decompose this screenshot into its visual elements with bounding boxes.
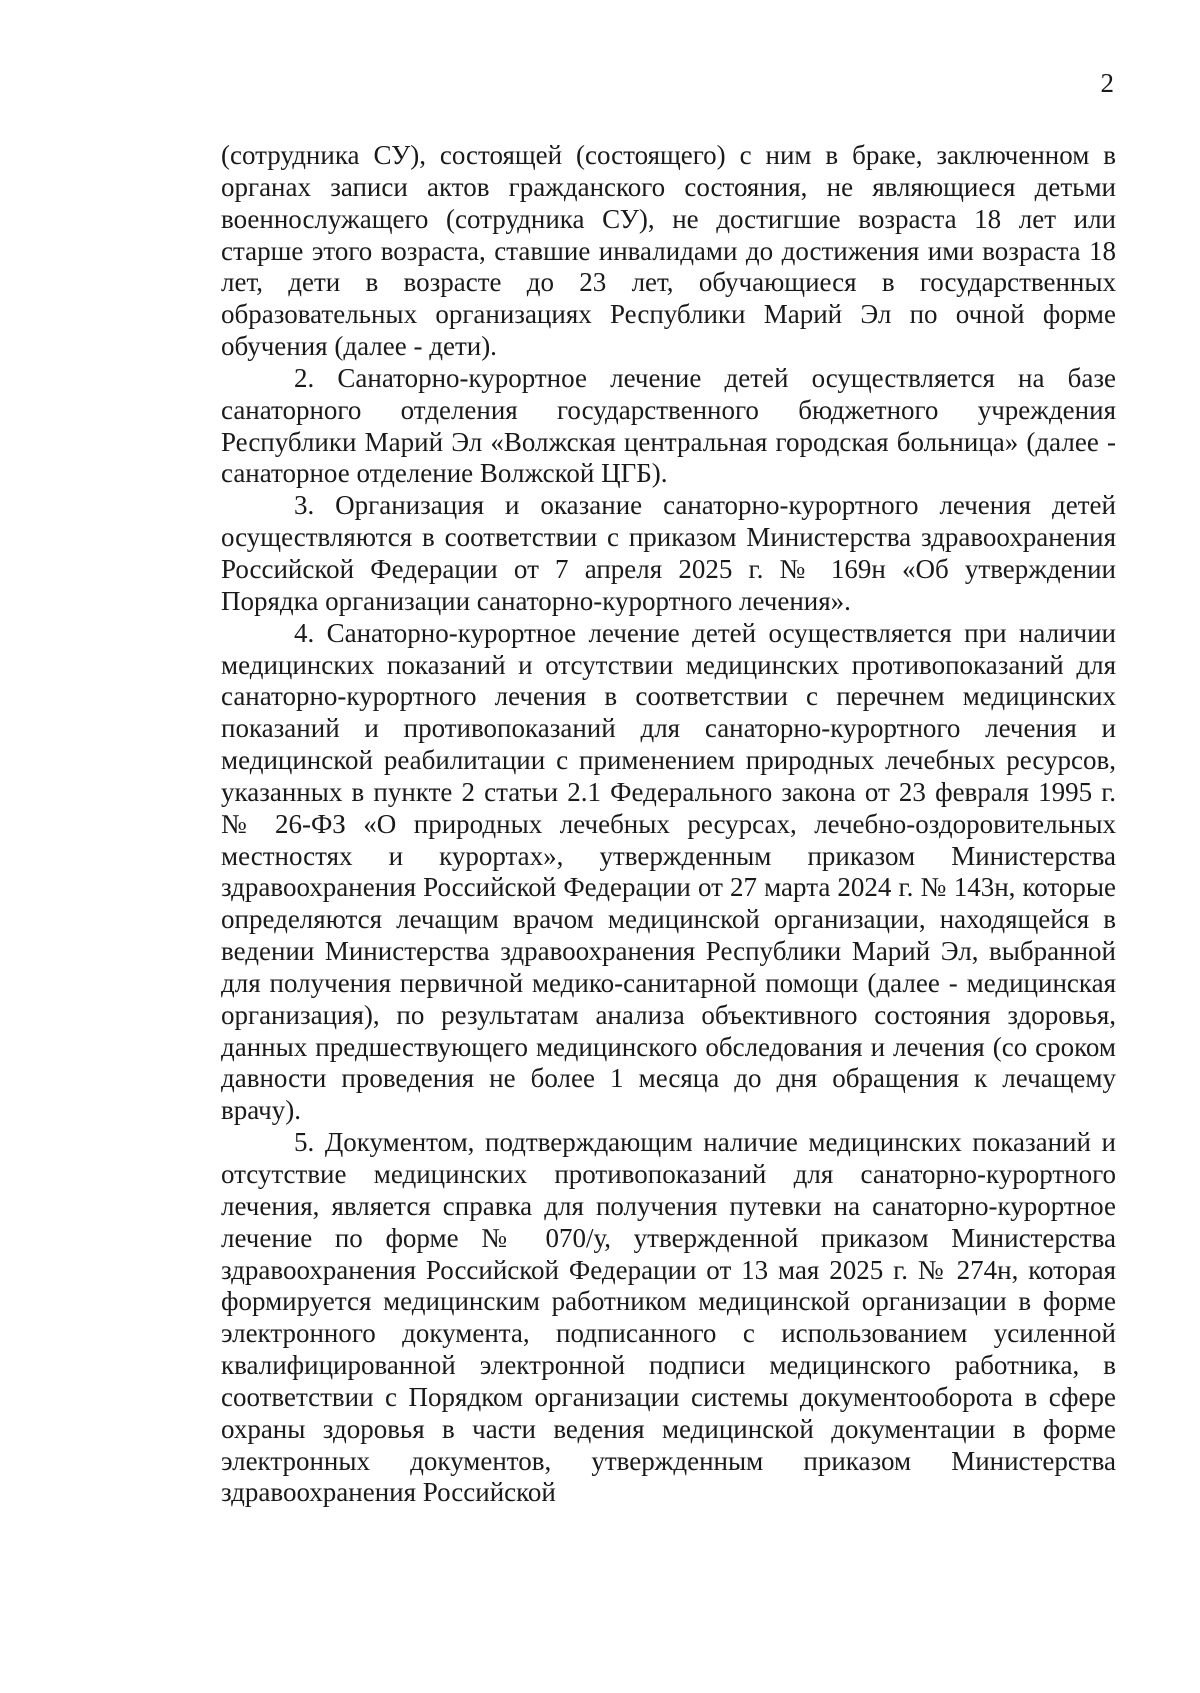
paragraph-item-3: 3. Организация и оказание санаторно-курортного лечения детей осуществляются в соответствии с приказом Министерства здравоохранения Российской Федерации от 7 апреля 2025 г. № 169н «Об утверждении Порядка организации санаторно-курортного лечения». xyxy=(221,490,1116,616)
paragraph-continuation: (сотрудника СУ), состоящей (состоящего) с ним в браке, заключенном в органах записи актов гражданского состояния, не являющиеся детьми военнослужащего (сотрудника СУ), не достигшие возраста 18 лет или старше этого возраста, ставшие инвалидами до достижения ими возраста 18 лет, дети в возрасте до 23 лет, обучающиеся в государственных образовательных организациях Республики Марий Эл по очной форме обучения (далее - дети). xyxy=(221,140,1116,362)
paragraph-item-4: 4. Санаторно-курортное лечение детей осуществляется при наличии медицинских показаний и отсутствии медицинских противопоказаний для санаторно-курортного лечения в соответствии с перечнем медицинских показаний и противопоказаний для санаторно-курортного лечения и медицинской реабилитации с применением природных лечебных ресурсов, указанных в пункте 2 статьи 2.1 Федерального закона от 23 февраля 1995 г. № 26-ФЗ «О природных лечебных ресурсах, лечебно-оздоровительных местностях и курортах», утвержденным приказом Министерства здравоохранения Российской Федерации от 27 марта 2024 г. № 143н, которые определяются лечащим врачом медицинской организации, находящейся в ведении Министерства здравоохранения Республики Марий Эл, выбранной для получения первичной медико-санитарной помощи (далее - медицинская организация), по результатам анализа объективного состояния здоровья, данных предшествующего медицинского обследования и лечения (со сроком давности проведения не более 1 месяца до дня обращения к лечащему врачу). xyxy=(221,617,1116,1126)
paragraph-item-2: 2. Санаторно-курортное лечение детей осуществляется на базе санаторного отделения государственного бюджетного учреждения Республики Марий Эл «Волжская центральная городская больница» (далее - санаторное отделение Волжской ЦГБ). xyxy=(221,362,1116,489)
paragraph-item-5: 5. Документом, подтверждающим наличие медицинских показаний и отсутствие медицинских противопоказаний для санаторно-курортного лечения, является справка для получения путевки на санаторно-курортное лечение по форме № 070/у, утвержденной приказом Министерства здравоохранения Российской Федерации от 13 мая 2025 г. № 274н, которая формируется медицинским работником медицинской организации в форме электронного документа, подписанного с использованием усиленной квалифицированной электронной подписи медицинского работника, в соответствии с Порядком организации системы документооборота в сфере охраны здоровья в части ведения медицинской документации в форме электронных документов, утвержденным приказом Министерства здравоохранения Российской xyxy=(221,1127,1116,1508)
document-body xyxy=(221,140,1116,1509)
page-number: 2 xyxy=(1100,68,1114,98)
